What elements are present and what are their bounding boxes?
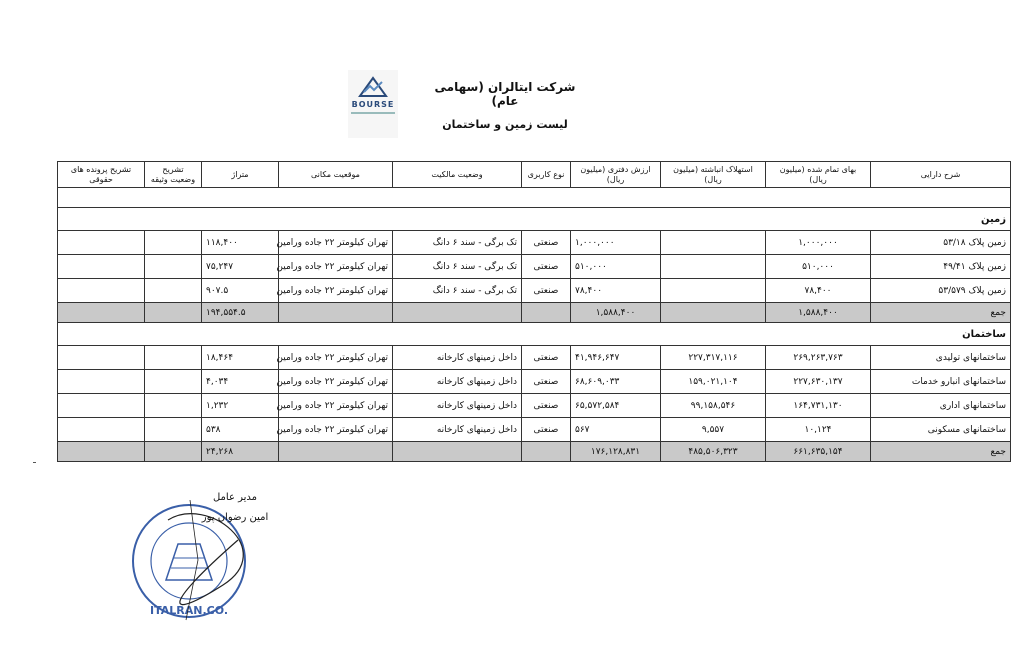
- section-title: زمین: [58, 208, 1011, 231]
- asset-use: صنعتی: [522, 370, 571, 394]
- asset-ownership: تک برگی - سند ۶ دانگ: [393, 255, 522, 279]
- asset-legal: [58, 346, 145, 370]
- asset-use: صنعتی: [522, 279, 571, 303]
- asset-collateral: [145, 346, 202, 370]
- asset-book-value: ۷۸,۴۰۰: [571, 279, 661, 303]
- asset-desc: زمین پلاک ۴۹/۴۱: [871, 255, 1011, 279]
- asset-use: صنعتی: [522, 255, 571, 279]
- asset-book-value: ۵۱۰,۰۰۰: [571, 255, 661, 279]
- asset-cost: ۱,۰۰۰,۰۰۰: [766, 231, 871, 255]
- total-row-buildings: [58, 442, 1011, 462]
- signer-role: مدیر عامل: [212, 492, 258, 503]
- asset-collateral: [145, 394, 202, 418]
- asset-cost: ۱۶۴,۷۳۱,۱۳۰: [766, 394, 871, 418]
- table-row: [58, 370, 1011, 394]
- asset-use: صنعتی: [522, 394, 571, 418]
- asset-use: صنعتی: [522, 231, 571, 255]
- asset-depreciation: ۹۹,۱۵۸,۵۴۶: [661, 394, 766, 418]
- asset-depreciation: ۱۵۹,۰۲۱,۱۰۴: [661, 370, 766, 394]
- asset-depreciation: [661, 279, 766, 303]
- asset-ownership: داخل زمینهای کارخانه: [393, 418, 522, 442]
- asset-book-value: ۴۱,۹۴۶,۶۴۷: [571, 346, 661, 370]
- column-header: شرح دارایی: [871, 162, 1011, 188]
- column-header: متراژ: [202, 162, 279, 188]
- asset-depreciation: ۹,۵۵۷: [661, 418, 766, 442]
- asset-depreciation: ۲۲۷,۳۱۷,۱۱۶: [661, 346, 766, 370]
- column-header: نوع کاربری: [522, 162, 571, 188]
- assets-table: [57, 161, 1011, 462]
- asset-desc: زمین پلاک ۵۳/۵۷۹: [871, 279, 1011, 303]
- logo-underline: [351, 112, 395, 114]
- asset-ownership: تک برگی - سند ۶ دانگ: [393, 279, 522, 303]
- asset-area: ۱۱۸,۴۰۰: [202, 231, 279, 255]
- asset-collateral: [145, 370, 202, 394]
- column-header: وضعیت مالکیت: [393, 162, 522, 188]
- total-row-land: [58, 303, 1011, 323]
- column-header: تشریح پرونده های حقوقی: [58, 162, 145, 188]
- column-header: تشریح وضعیت وثیقه: [145, 162, 202, 188]
- spacer-row: [58, 188, 1011, 208]
- total-depreciation: ۴۸۵,۵۰۶,۳۲۳: [661, 442, 766, 462]
- table-row: [58, 346, 1011, 370]
- asset-area: ۹۰۷.۵: [202, 279, 279, 303]
- list-title: لیست زمین و ساختمان: [442, 118, 568, 131]
- asset-legal: [58, 255, 145, 279]
- asset-area: ۷۵,۲۴۷: [202, 255, 279, 279]
- asset-ownership: داخل زمینهای کارخانه: [393, 346, 522, 370]
- asset-area: ۱۸,۴۶۴: [202, 346, 279, 370]
- total-book-value: ۱,۵۸۸,۴۰۰: [571, 303, 661, 323]
- asset-legal: [58, 370, 145, 394]
- asset-legal: [58, 279, 145, 303]
- company-logo: [348, 70, 398, 138]
- asset-cost: ۲۲۷,۶۳۰,۱۳۷: [766, 370, 871, 394]
- asset-cost: ۱۰,۱۲۴: [766, 418, 871, 442]
- asset-area: ۱,۲۳۲: [202, 394, 279, 418]
- asset-depreciation: [661, 255, 766, 279]
- asset-location: تهران کیلومتر ۲۲ جاده ورامین: [279, 394, 393, 418]
- asset-book-value: ۱,۰۰۰,۰۰۰: [571, 231, 661, 255]
- section-title: ساختمان: [58, 323, 1011, 346]
- asset-cost: ۲۶۹,۲۶۳,۷۶۳: [766, 346, 871, 370]
- asset-collateral: [145, 255, 202, 279]
- total-area: ۱۹۴,۵۵۴.۵: [202, 303, 279, 323]
- bourse-logo-icon: [356, 76, 390, 98]
- signer-name: امین رضوان پور: [201, 512, 269, 523]
- asset-desc: ساختمانهای تولیدی: [871, 346, 1011, 370]
- signature-block: [200, 488, 270, 528]
- margin-mark: [33, 462, 36, 463]
- asset-use: صنعتی: [522, 346, 571, 370]
- asset-cost: ۷۸,۴۰۰: [766, 279, 871, 303]
- company-title: شرکت ایتالران (سهامی عام): [434, 80, 576, 108]
- table-row: [58, 279, 1011, 303]
- asset-collateral: [145, 231, 202, 255]
- asset-location: تهران کیلومتر ۲۲ جاده ورامین: [279, 370, 393, 394]
- column-header: ارزش دفتری (میلیون ریال): [571, 162, 661, 188]
- total-book-value: ۱۷۶,۱۲۸,۸۳۱: [571, 442, 661, 462]
- asset-legal: [58, 231, 145, 255]
- table-row: [58, 418, 1011, 442]
- asset-collateral: [145, 418, 202, 442]
- asset-depreciation: [661, 231, 766, 255]
- column-header: استهلاک انباشته (میلیون ریال): [661, 162, 766, 188]
- asset-ownership: داخل زمینهای کارخانه: [393, 370, 522, 394]
- asset-area: ۴,۰۳۴: [202, 370, 279, 394]
- asset-book-value: ۵۶۷: [571, 418, 661, 442]
- total-label: جمع: [871, 303, 1011, 323]
- asset-book-value: ۶۸,۶۰۹,۰۳۳: [571, 370, 661, 394]
- asset-collateral: [145, 279, 202, 303]
- total-depreciation: [661, 303, 766, 323]
- section-row-land: [58, 208, 1011, 231]
- asset-cost: ۵۱۰,۰۰۰: [766, 255, 871, 279]
- asset-desc: ساختمانهای انبارو خدمات: [871, 370, 1011, 394]
- table-row: [58, 231, 1011, 255]
- asset-legal: [58, 418, 145, 442]
- asset-ownership: داخل زمینهای کارخانه: [393, 394, 522, 418]
- stamp-text: ITALRAN.CO.: [150, 604, 228, 617]
- total-label: جمع: [871, 442, 1011, 462]
- column-header: بهای تمام شده (میلیون ریال): [766, 162, 871, 188]
- column-header: موقعیت مکانی: [279, 162, 393, 188]
- total-cost: ۱,۵۸۸,۴۰۰: [766, 303, 871, 323]
- table-row: [58, 255, 1011, 279]
- asset-location: تهران کیلومتر ۲۲ جاده ورامین: [279, 418, 393, 442]
- asset-desc: زمین پلاک ۵۳/۱۸: [871, 231, 1011, 255]
- asset-book-value: ۶۵,۵۷۲,۵۸۴: [571, 394, 661, 418]
- asset-ownership: تک برگی - سند ۶ دانگ: [393, 231, 522, 255]
- total-area: ۲۴,۲۶۸: [202, 442, 279, 462]
- logo-text: BOURSE: [351, 100, 395, 109]
- asset-area: ۵۳۸: [202, 418, 279, 442]
- asset-location: تهران کیلومتر ۲۲ جاده ورامین: [279, 346, 393, 370]
- asset-legal: [58, 394, 145, 418]
- asset-location: تهران کیلومتر ۲۲ جاده ورامین: [279, 279, 393, 303]
- section-row-buildings: [58, 323, 1011, 346]
- total-cost: ۶۶۱,۶۳۵,۱۵۴: [766, 442, 871, 462]
- asset-location: تهران کیلومتر ۲۲ جاده ورامین: [279, 255, 393, 279]
- table-row: [58, 394, 1011, 418]
- asset-desc: ساختمانهای مسکونی: [871, 418, 1011, 442]
- asset-use: صنعتی: [522, 418, 571, 442]
- table-header-row: [58, 162, 1011, 188]
- asset-desc: ساختمانهای اداری: [871, 394, 1011, 418]
- asset-location: تهران کیلومتر ۲۲ جاده ورامین: [279, 231, 393, 255]
